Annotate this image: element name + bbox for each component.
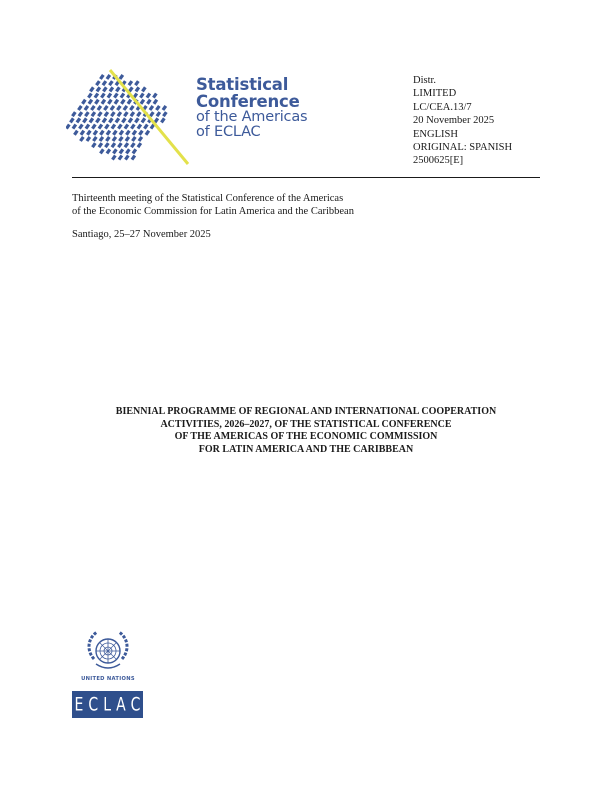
distr-level: LIMITED bbox=[413, 88, 457, 100]
logo-dash bbox=[120, 99, 125, 105]
logo-dash bbox=[117, 124, 122, 130]
logo-dash bbox=[132, 130, 137, 136]
logo-dash bbox=[146, 99, 151, 105]
logo-dash bbox=[149, 105, 154, 111]
logo-dash bbox=[85, 124, 90, 130]
logo-dash bbox=[130, 111, 135, 117]
logo-dash bbox=[84, 111, 89, 117]
logo-dash bbox=[160, 117, 165, 123]
distribution-block bbox=[413, 74, 512, 168]
logo-dash bbox=[66, 124, 71, 130]
document-date: 20 November 2025 bbox=[413, 115, 495, 127]
logo-dash bbox=[79, 136, 84, 142]
logo-dash bbox=[128, 117, 133, 123]
logo-dash bbox=[89, 117, 94, 123]
logo-dash bbox=[138, 130, 143, 136]
logo-dash bbox=[119, 148, 124, 154]
logo-dash bbox=[100, 93, 105, 99]
logo-dash bbox=[125, 130, 130, 136]
logo-line-americas: of the Americas bbox=[196, 109, 308, 125]
logo-dash bbox=[130, 142, 135, 148]
logo-dash bbox=[115, 86, 120, 92]
logo-dash bbox=[109, 86, 114, 92]
logo-dash bbox=[113, 93, 118, 99]
meeting-line-1: Thirteenth meeting of the Statistical Conference of the Americas bbox=[72, 193, 344, 204]
logo-dash bbox=[91, 111, 96, 117]
meeting-place-date: Santiago, 25–27 November 2025 bbox=[72, 229, 211, 240]
un-emblem-icon bbox=[80, 626, 136, 676]
logo-dash bbox=[86, 130, 91, 136]
logo-dash bbox=[94, 93, 99, 99]
logo-dash bbox=[129, 105, 134, 111]
logo-dash bbox=[102, 80, 107, 86]
logo-dash bbox=[102, 117, 107, 123]
logo-dash bbox=[87, 93, 92, 99]
logo-dash bbox=[112, 136, 117, 142]
logo-dash bbox=[78, 124, 83, 130]
logo-dash bbox=[155, 105, 160, 111]
logo-dash bbox=[124, 124, 129, 130]
logo-dash bbox=[123, 111, 128, 117]
eclac-letter: A bbox=[116, 693, 126, 716]
logo-dash bbox=[140, 99, 145, 105]
conference-logo-text bbox=[196, 76, 307, 140]
logo-dash bbox=[101, 99, 106, 105]
logo-dash bbox=[110, 111, 115, 117]
logo-dash bbox=[102, 86, 107, 92]
logo-dash bbox=[120, 93, 125, 99]
logo-dash bbox=[128, 80, 133, 86]
title-line-4: FOR LATIN AMERICA AND THE CARIBBEAN bbox=[198, 443, 414, 455]
logo-dash bbox=[99, 130, 104, 136]
logo-dash bbox=[69, 117, 74, 123]
logo-dash bbox=[119, 130, 124, 136]
logo-dash bbox=[98, 142, 103, 148]
logo-dash bbox=[95, 80, 100, 86]
logo-dash bbox=[107, 93, 112, 99]
logo-dash bbox=[127, 99, 132, 105]
logo-dash bbox=[112, 148, 117, 154]
logo-dash bbox=[104, 142, 109, 148]
logo-dash bbox=[131, 136, 136, 142]
logo-dash bbox=[81, 99, 86, 105]
logo-dash bbox=[99, 148, 104, 154]
logo-dash bbox=[111, 155, 116, 161]
un-label: UNITED NATIONS bbox=[81, 676, 135, 682]
logo-dash bbox=[136, 111, 141, 117]
logo-dash bbox=[86, 136, 91, 142]
title-line-3: OF THE AMERICAS OF THE ECONOMIC COMMISSION bbox=[174, 431, 438, 442]
document-title bbox=[72, 406, 540, 456]
logo-dash bbox=[107, 99, 112, 105]
logo-dash bbox=[119, 74, 124, 80]
logo-dash bbox=[97, 111, 102, 117]
logo-line-statistical: Statistical bbox=[196, 75, 289, 94]
logo-dash bbox=[124, 155, 129, 161]
meeting-info bbox=[72, 192, 354, 218]
title-line-1: BIENNIAL PROGRAMME OF REGIONAL AND INTERNATIONAL COOPERATION bbox=[115, 406, 497, 417]
logo-dash bbox=[91, 142, 96, 148]
eclac-logo bbox=[72, 691, 143, 718]
logo-dash bbox=[115, 117, 120, 123]
document-symbol: LC/CEA.13/7 bbox=[413, 101, 472, 113]
logo-dash bbox=[94, 99, 99, 105]
logo-dash bbox=[71, 111, 76, 117]
logo-dash bbox=[95, 117, 100, 123]
original-language: ORIGINAL: SPANISH bbox=[413, 142, 513, 154]
logo-dash bbox=[125, 148, 130, 154]
logo-dash bbox=[125, 136, 130, 142]
logo-dash bbox=[152, 93, 157, 99]
logo-dash bbox=[153, 99, 158, 105]
logo-dash bbox=[117, 111, 122, 117]
title-line-2: ACTIVITIES, 2026–2027, OF THE STATISTICAL CONFERENCE bbox=[160, 418, 452, 430]
logo-dash bbox=[93, 130, 98, 136]
logo-dash bbox=[90, 105, 95, 111]
logo-dash bbox=[141, 117, 146, 123]
document-language: ENGLISH bbox=[413, 128, 458, 140]
logo-dash bbox=[145, 130, 150, 136]
logo-dash bbox=[121, 117, 126, 123]
eclac-letter: C bbox=[88, 693, 99, 716]
logo-dash bbox=[146, 93, 151, 99]
logo-dash bbox=[123, 105, 128, 111]
logo-dash bbox=[88, 99, 93, 105]
logo-dash bbox=[111, 124, 116, 130]
logo-dash bbox=[138, 136, 143, 142]
logo-dash bbox=[99, 74, 104, 80]
logo-dash bbox=[77, 105, 82, 111]
logo-dash bbox=[134, 80, 139, 86]
logo-dash bbox=[91, 124, 96, 130]
logo-dash bbox=[130, 124, 135, 130]
logo-dash bbox=[139, 93, 144, 99]
logo-dash bbox=[118, 136, 123, 142]
eclac-letter: L bbox=[103, 693, 112, 716]
logo-dash bbox=[98, 124, 103, 130]
logo-line-eclac: of ECLAC bbox=[196, 124, 261, 140]
logo-dash bbox=[82, 117, 87, 123]
logo-dash bbox=[118, 155, 123, 161]
meeting-line-2: of the Economic Commission for Latin America and the Caribbean bbox=[72, 206, 354, 217]
logo-dash bbox=[89, 86, 94, 92]
logo-dash bbox=[114, 99, 119, 105]
logo-dash bbox=[156, 111, 161, 117]
logo-dash bbox=[111, 142, 116, 148]
logo-dash bbox=[96, 86, 101, 92]
logo-dash bbox=[76, 117, 81, 123]
logo-dash bbox=[131, 155, 136, 161]
logo-dash bbox=[141, 86, 146, 92]
logo-dash bbox=[78, 111, 83, 117]
logo-dash bbox=[84, 105, 89, 111]
job-number: 2500625[E] bbox=[413, 155, 464, 167]
conference-logo-graphic bbox=[66, 68, 194, 168]
logo-dash bbox=[103, 105, 108, 111]
logo-dash bbox=[105, 136, 110, 142]
logo-dash bbox=[72, 124, 77, 130]
logo-dash bbox=[143, 124, 148, 130]
header-divider bbox=[72, 177, 540, 178]
logo-dash bbox=[117, 142, 122, 148]
logo-dash bbox=[110, 105, 115, 111]
logo-dash bbox=[112, 130, 117, 136]
logo-dash bbox=[92, 136, 97, 142]
logo-dash bbox=[106, 148, 111, 154]
logo-dash bbox=[162, 111, 167, 117]
logo-dash bbox=[106, 130, 111, 136]
logo-dash bbox=[132, 148, 137, 154]
logo-line-conference: Conference bbox=[196, 92, 300, 111]
logo-dash bbox=[137, 124, 142, 130]
eclac-letter: E bbox=[74, 693, 84, 716]
logo-dash bbox=[73, 130, 78, 136]
logo-dash bbox=[80, 130, 85, 136]
eclac-letter: C bbox=[130, 693, 141, 716]
logo-dash bbox=[134, 117, 139, 123]
logo-dash bbox=[137, 142, 142, 148]
logo-dash bbox=[124, 142, 129, 148]
logo-dash bbox=[162, 105, 167, 111]
logo-dash bbox=[104, 111, 109, 117]
logo-dash bbox=[104, 124, 109, 130]
logo-dash bbox=[108, 117, 113, 123]
logo-dash bbox=[108, 80, 113, 86]
logo-dash bbox=[116, 105, 121, 111]
logo-dash bbox=[106, 74, 111, 80]
distr-label: Distr. bbox=[413, 75, 437, 86]
logo-dash bbox=[99, 136, 104, 142]
logo-dash bbox=[97, 105, 102, 111]
logo-dash bbox=[135, 86, 140, 92]
